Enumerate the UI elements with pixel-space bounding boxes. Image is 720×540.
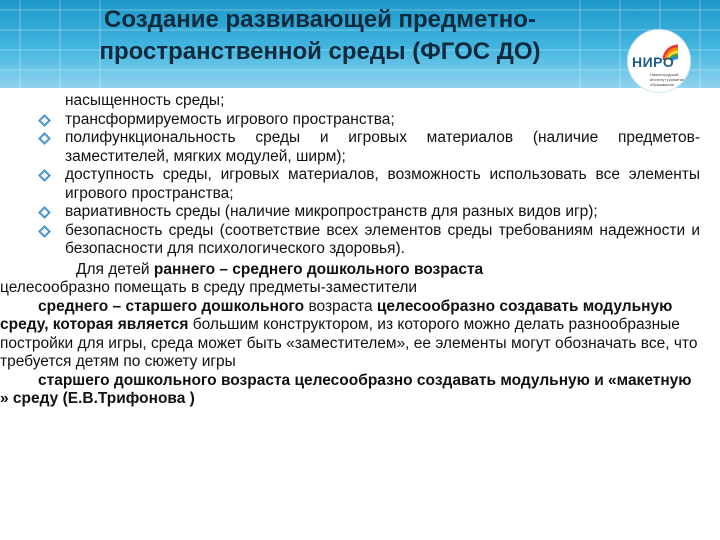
diamond-bullet-icon	[38, 225, 51, 238]
p2-bold-a: среднего – старшего дошкольного	[38, 297, 305, 315]
p3-bold: старшего дошкольного возраста целесообразно создавать модульную и «макетную » среду (Е.В.Трифонова )	[0, 371, 692, 407]
slide-content	[0, 92, 700, 409]
list-item-text: трансформируемость игрового пространства;	[65, 110, 395, 128]
p2-text-b: большим конструктором, из которого можно делать разнообразные постройки для игры, среда может быть «заместителем», ее элементы могут обозначать все, что требуется детям по сюжету игры	[0, 316, 698, 370]
logo-subtitle: Нижегородский институт развития образования	[650, 72, 685, 87]
list-item	[38, 129, 700, 166]
logo-name: НИРО	[632, 54, 675, 70]
diamond-bullet-icon	[38, 206, 51, 219]
list-item-first: насыщенность среды;	[65, 92, 225, 109]
slide-header	[0, 0, 720, 88]
list-item-text: полифункциональность среды и игровых материалов (наличие предметов-заместителей, мягких модулей, ширм);	[65, 129, 700, 165]
paragraph-early-age	[0, 261, 700, 298]
paragraph-middle-age	[0, 298, 700, 372]
slide-title	[0, 4, 640, 68]
list-item	[38, 203, 700, 222]
title-line-2: пространственной среды (ФГОС ДО)	[99, 38, 541, 65]
list-item	[38, 222, 700, 259]
bullet-list	[38, 111, 700, 259]
list-item	[38, 166, 700, 203]
p2-text-a: возраста	[304, 297, 377, 315]
p1-text-a: Для детей	[76, 260, 154, 278]
p1-text-b: целесообразно помещать в среду предметы-заместители	[0, 279, 418, 296]
paragraph-senior-age	[0, 372, 700, 409]
p2-bold-b: целесообразно создавать модульную среду, которая является	[0, 297, 673, 333]
list-item	[38, 111, 700, 130]
list-item-text: вариативность среды (наличие микропространств для разных видов игр);	[65, 203, 598, 220]
p1-bold: раннего – среднего дошкольного возраста	[153, 260, 484, 278]
diamond-bullet-icon	[38, 114, 51, 127]
diamond-bullet-icon	[38, 169, 51, 182]
list-item-text: доступность среды, игровых материалов, возможность использовать все элементы игрового пространства;	[65, 166, 700, 202]
list-item-text: безопасность среды (соответствие всех элементов среды требованиям надежности и безопасности для психологического здоровья).	[65, 221, 700, 257]
diamond-bullet-icon	[38, 132, 51, 145]
title-line-1: Создание развивающей предметно-	[104, 6, 536, 33]
